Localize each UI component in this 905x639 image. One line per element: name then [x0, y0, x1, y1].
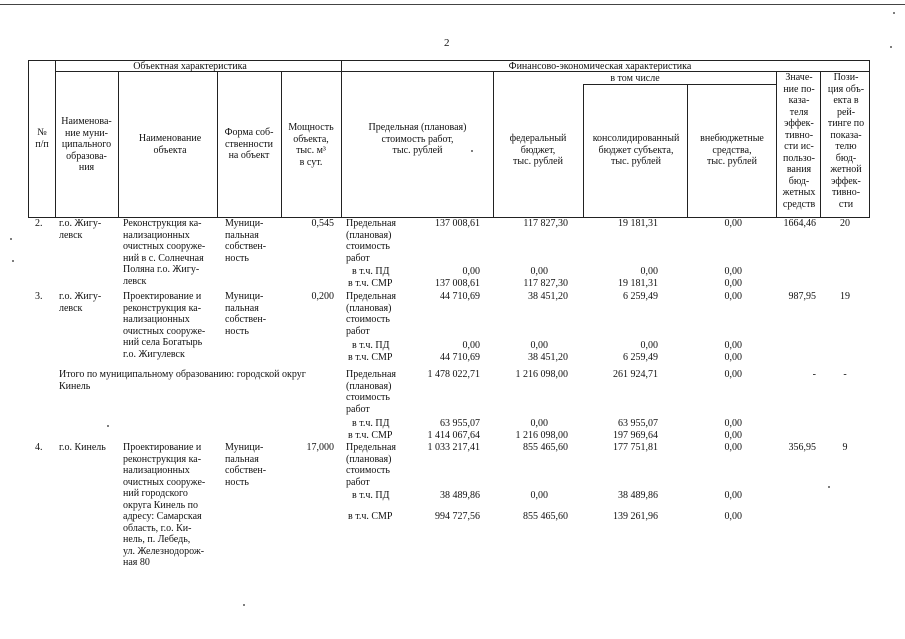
row2-position: 20	[840, 218, 850, 229]
subtotal-smr-cost: 1 414 067,64	[427, 430, 480, 441]
subtotal-federal: 1 216 098,00	[515, 369, 568, 380]
limit-cost-header: Предельная (плановая) стоимость работ, тыс. рублей	[368, 122, 467, 156]
row3-capacity: 0,200	[311, 291, 334, 302]
row2-pd-offbudget: 0,00	[724, 266, 742, 277]
row3-smr-offbudget: 0,00	[724, 352, 742, 363]
subtotal-smr-label: в т.ч. СМР	[348, 430, 393, 441]
row2-offbudget: 0,00	[724, 218, 742, 229]
subtotal-cost: 1 478 022,71	[427, 369, 480, 380]
row2-smr-label: в т.ч. СМР	[348, 278, 393, 289]
row4-offbudget: 0,00	[724, 442, 742, 453]
row2-smr-offbudget: 0,00	[724, 278, 742, 289]
scan-speck	[893, 12, 895, 14]
vline-off	[776, 71, 777, 217]
row3-federal: 38 451,20	[528, 291, 568, 302]
row3-pd-cost: 0,00	[462, 340, 480, 351]
row2-pd-consolidated: 0,00	[640, 266, 658, 277]
finance-group-header: Финансово-экономическая характеристика	[508, 61, 692, 72]
row4-municipality: г.о. Кинель	[59, 442, 106, 453]
row3-smr-label: в т.ч. СМР	[348, 352, 393, 363]
row4-position: 9	[842, 442, 848, 453]
row2-num: 2.	[35, 218, 43, 229]
subtotal-cost-label: Предельная (плановая) стоимость работ	[346, 369, 396, 415]
municipality-header: Наименова- ние муни- ципального образова- ния	[61, 116, 112, 173]
scan-speck	[828, 486, 830, 488]
page-number: 2	[444, 37, 450, 49]
scan-speck	[471, 150, 473, 152]
row3-municipality: г.о. Жигу- левск	[59, 291, 102, 314]
row3-smr-federal: 38 451,20	[528, 352, 568, 363]
row2-smr-federal: 117 827,30	[523, 278, 568, 289]
row3-pd-federal: 0,00	[530, 340, 548, 351]
subtotal-pd-cost: 63 955,07	[440, 418, 480, 429]
row4-pd-federal: 0,00	[530, 490, 548, 501]
row3-pd-label: в т.ч. ПД	[352, 340, 390, 351]
subtotal-smr-consolidated: 197 969,64	[613, 430, 658, 441]
row4-smr-offbudget: 0,00	[724, 511, 742, 522]
row4-smr-federal: 855 465,60	[523, 511, 568, 522]
subtotal-efficiency: -	[812, 369, 816, 380]
subtotal-pd-label: в т.ч. ПД	[352, 418, 390, 429]
scan-speck	[890, 46, 892, 48]
row2-ownership: Муници- пальная собствен- ность	[225, 218, 267, 264]
vline-mun	[118, 71, 119, 217]
subtotal-label: Итого по муниципальному образованию: городской округ Кинель	[59, 369, 306, 392]
vline-cons	[687, 84, 688, 217]
row2-pd-label: в т.ч. ПД	[352, 266, 390, 277]
subtotal-pd-offbudget: 0,00	[724, 418, 742, 429]
row4-federal: 855 465,60	[523, 442, 568, 453]
vline-num	[55, 60, 56, 217]
row3-cost: 44 710,69	[440, 291, 480, 302]
row4-object: Проектирование и реконструкция ка- нализационных очистных сооруже- ний городского округа Кинель по адресу: Самарская область, г.о. Ки- нель, п. Лебедь, ул. Железнодорож- ная 80	[123, 442, 206, 568]
scan-speck	[12, 260, 14, 262]
row3-efficiency: 987,95	[788, 291, 816, 302]
federal-header: федеральный бюджет, тыс. рублей	[509, 133, 567, 167]
vline-left	[28, 60, 29, 217]
subtotal-pd-consolidated: 63 955,07	[618, 418, 658, 429]
row3-object: Проектирование и реконструкция ка- нализационных очистных сооруже- ний села Богатырь г.о. Жигулевск	[123, 291, 206, 360]
row2-object: Реконструкция ка- нализационных очистных сооруже- ний в с. Солнечная Поляна г.о. Жигу- левск	[123, 218, 206, 287]
vline-right	[869, 60, 870, 217]
position-header: Пози- ция объ- екта в рей- тинге по показа- телю бюд- жетной эффек- тивно- сти	[827, 72, 865, 210]
row3-smr-cost: 44 710,69	[440, 352, 480, 363]
object-group-header: Объектная характеристика	[133, 61, 247, 72]
row3-position: 19	[840, 291, 850, 302]
incl-header: в том числе	[610, 73, 660, 84]
row2-pd-cost: 0,00	[462, 266, 480, 277]
row2-cost-label: Предельная (плановая) стоимость работ	[346, 218, 396, 264]
row2-efficiency: 1664,46	[783, 218, 816, 229]
scan-speck	[243, 604, 245, 606]
vline-own	[281, 71, 282, 217]
row4-pd-consolidated: 38 489,86	[618, 490, 658, 501]
row2-pd-federal: 0,00	[530, 266, 548, 277]
row4-num: 4.	[35, 442, 43, 453]
vline-obj	[217, 71, 218, 217]
subtotal-smr-offbudget: 0,00	[724, 430, 742, 441]
vline-fed	[583, 84, 584, 217]
row3-consolidated: 6 259,49	[623, 291, 658, 302]
row4-pd-cost: 38 489,86	[440, 490, 480, 501]
row3-pd-offbudget: 0,00	[724, 340, 742, 351]
row2-consolidated: 19 181,31	[618, 218, 658, 229]
scan-speck	[107, 425, 109, 427]
scan-speck	[10, 238, 12, 240]
consolidated-header: консолидированный бюджет субъекта, тыс. рублей	[592, 133, 680, 167]
row4-consolidated: 177 751,81	[613, 442, 658, 453]
subtotal-pd-federal: 0,00	[530, 418, 548, 429]
row4-pd-label: в т.ч. ПД	[352, 490, 390, 501]
vline-cost	[493, 71, 494, 217]
vline-cap	[341, 60, 342, 217]
row3-smr-consolidated: 6 259,49	[623, 352, 658, 363]
row4-smr-label: в т.ч. СМР	[348, 511, 393, 522]
subtotal-consolidated: 261 924,71	[613, 369, 658, 380]
vline-eff	[820, 71, 821, 217]
row3-pd-consolidated: 0,00	[640, 340, 658, 351]
row2-smr-consolidated: 19 181,31	[618, 278, 658, 289]
row4-cost: 1 033 217,41	[427, 442, 480, 453]
row2-cost: 137 008,61	[435, 218, 480, 229]
efficiency-header: Значе- ние по- каза- теля эффек- тивно- сти ис- пользо- вания бюд- жетных средств	[782, 72, 816, 210]
row4-ownership: Муници- пальная собствен- ность	[225, 442, 267, 488]
subtotal-smr-federal: 1 216 098,00	[515, 430, 568, 441]
row2-capacity: 0,545	[311, 218, 334, 229]
row2-municipality: г.о. Жигу- левск	[59, 218, 102, 241]
capacity-header: Мощность объекта, тыс. м³ в сут.	[288, 122, 334, 168]
row4-capacity: 17,000	[306, 442, 334, 453]
row3-ownership: Муници- пальная собствен- ность	[225, 291, 267, 337]
offbudget-header: внебюджетные средства, тыс. рублей	[700, 133, 764, 167]
row3-cost-label: Предельная (плановая) стоимость работ	[346, 291, 396, 337]
ownership-header: Форма соб- ственности на объект	[224, 127, 274, 161]
row4-smr-consolidated: 139 261,96	[613, 511, 658, 522]
row3-offbudget: 0,00	[724, 291, 742, 302]
object-name-header: Наименование объекта	[138, 133, 202, 156]
row3-num: 3.	[35, 291, 43, 302]
row2-smr-cost: 137 008,61	[435, 278, 480, 289]
row2-federal: 117 827,30	[523, 218, 568, 229]
row4-pd-offbudget: 0,00	[724, 490, 742, 501]
subtotal-position: -	[843, 369, 847, 380]
row4-smr-cost: 994 727,56	[435, 511, 480, 522]
top-border-line	[0, 4, 905, 5]
row4-efficiency: 356,95	[788, 442, 816, 453]
subtotal-offbudget: 0,00	[724, 369, 742, 380]
num-header: № п/п	[35, 127, 49, 150]
row4-cost-label: Предельная (плановая) стоимость работ	[346, 442, 396, 488]
